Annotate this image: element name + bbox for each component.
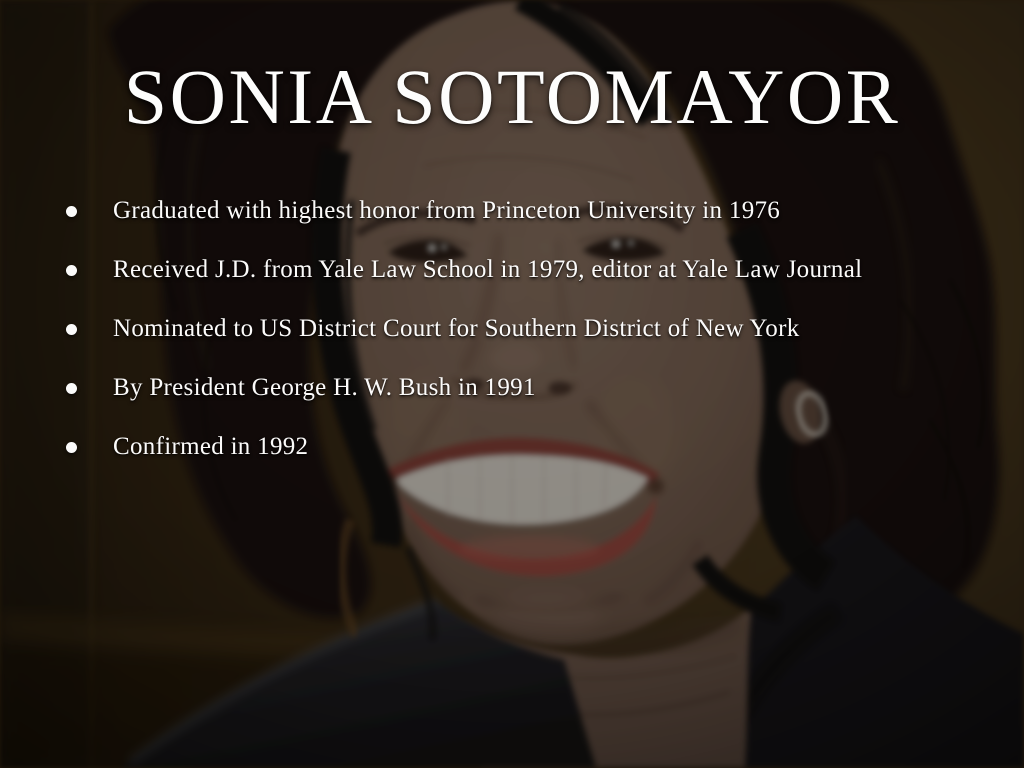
bullet-item <box>64 373 994 403</box>
bullet-dot-icon <box>66 206 77 217</box>
bullet-text: Graduated with highest honor from Princeton University in 1976 <box>113 197 781 224</box>
bullet-dot-icon <box>66 265 77 276</box>
bullet-dot-icon <box>66 324 77 335</box>
bullet-text: Received J.D. from Yale Law School in 1979, editor at Yale Law Journal <box>113 256 863 283</box>
bullet-text: Confirmed in 1992 <box>113 433 309 460</box>
bullet-item <box>64 255 994 285</box>
bullet-item <box>64 196 994 226</box>
bullet-item <box>64 314 994 344</box>
bullet-text: By President George H. W. Bush in 1991 <box>113 374 536 401</box>
slide-title: SONIA SOTOMAYOR <box>123 53 901 140</box>
bullet-dot-icon <box>66 442 77 453</box>
bullet-list <box>64 196 994 491</box>
bullet-item <box>64 432 994 462</box>
bullet-text: Nominated to US District Court for Southern District of New York <box>113 315 800 342</box>
bullet-dot-icon <box>66 383 77 394</box>
